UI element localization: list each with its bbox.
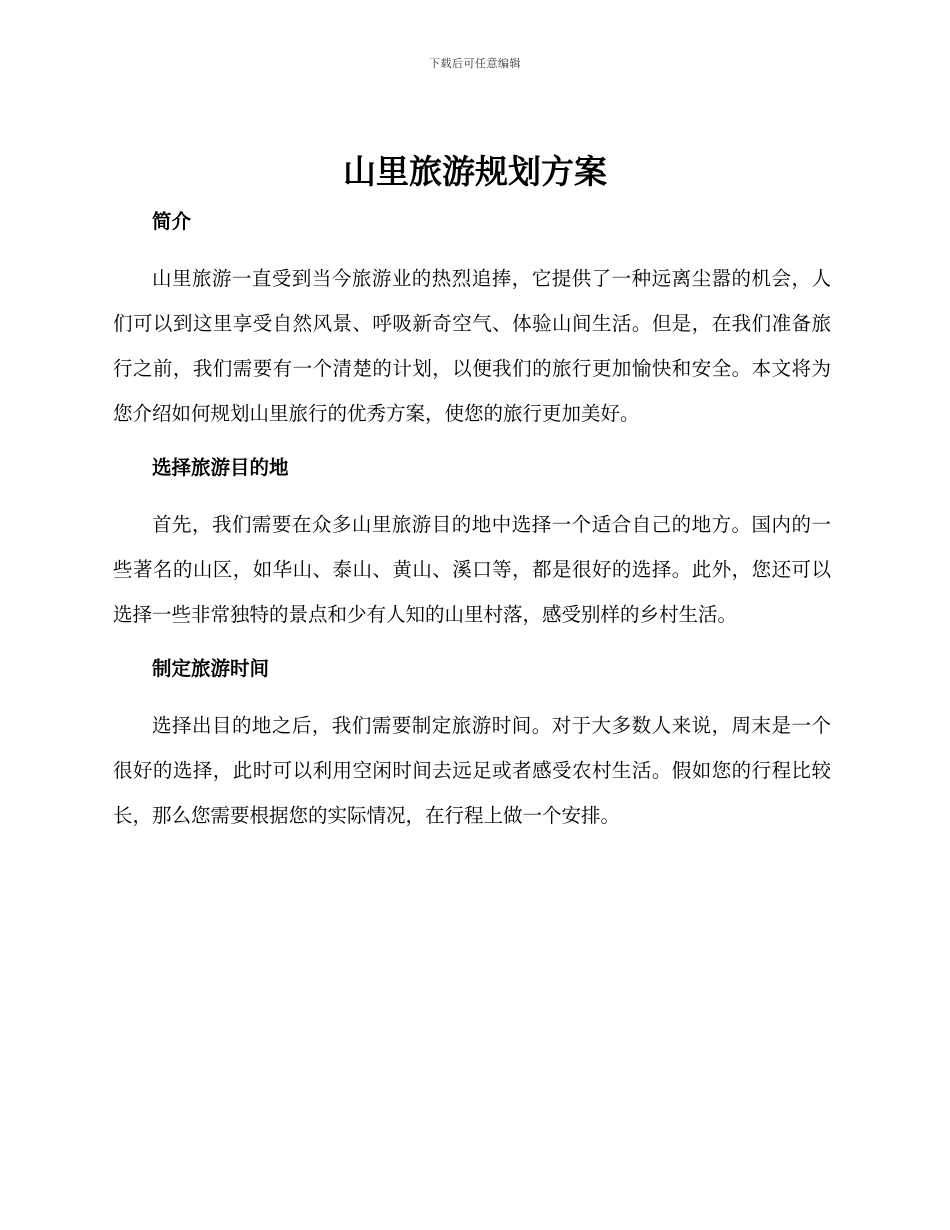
page-header-note: 下载后可任意编辑 bbox=[429, 57, 521, 70]
document-body bbox=[113, 204, 831, 838]
section-heading: 简介 bbox=[152, 210, 192, 233]
section-heading: 选择旅游目的地 bbox=[152, 456, 289, 479]
section-schedule bbox=[113, 651, 831, 838]
document-title: 山里旅游规划方案 bbox=[343, 152, 607, 191]
section-destination bbox=[113, 450, 831, 637]
section-paragraph: 选择出目的地之后，我们需要制定旅游时间。对于大多数人来说，周末是一个很好的选择，此时可以利用空闲时间去远足或者感受农村生活。假如您的行程比较长，那么您需要根据您的实际情况，在行程上做一个安排。 bbox=[113, 714, 831, 827]
section-paragraph: 首先，我们需要在众多山里旅游目的地中选择一个适合自己的地方。国内的一些著名的山区，如华山、泰山、黄山、溪口等，都是很好的选择。此外，您还可以选择一些非常独特的景点和少有人知的山里村落，感受别样的乡村生活。 bbox=[113, 513, 831, 626]
section-paragraph: 山里旅游一直受到当今旅游业的热烈追捧，它提供了一种远离尘嚣的机会，人们可以到这里享受自然风景、呼吸新奇空气、体验山间生活。但是，在我们准备旅行之前，我们需要有一个清楚的计划，以便我们的旅行更加愉快和安全。本文将为您介绍如何规划山里旅行的优秀方案，使您的旅行更加美好。 bbox=[113, 267, 831, 425]
section-heading: 制定旅游时间 bbox=[152, 657, 270, 680]
section-intro bbox=[113, 204, 831, 436]
